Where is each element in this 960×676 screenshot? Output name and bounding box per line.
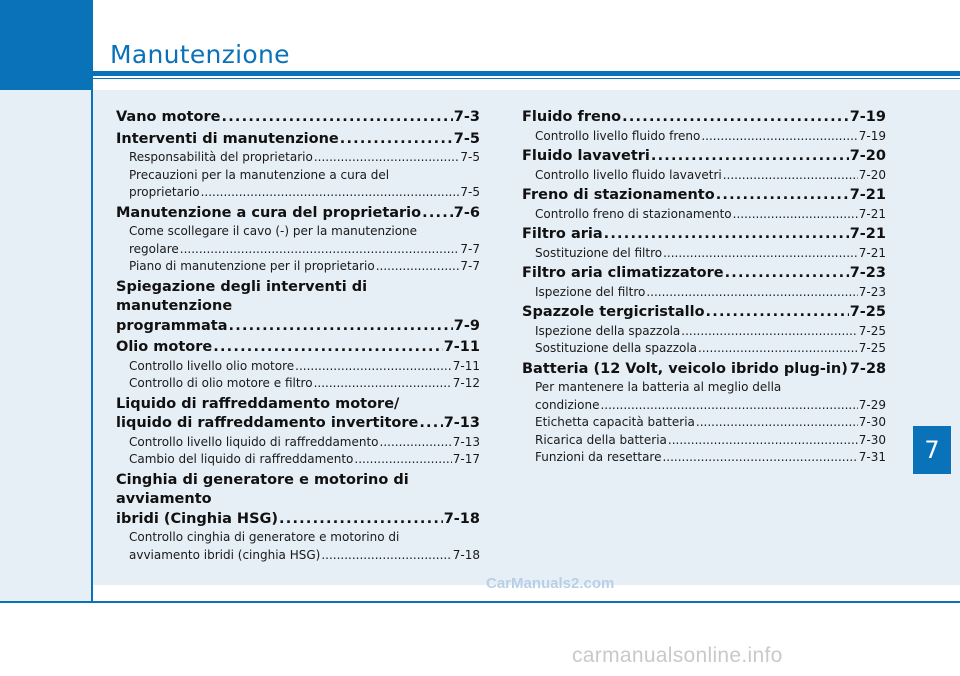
toc-subsection-entry[interactable] [116,529,480,564]
toc-entry-line [522,303,886,323]
dot-leader [222,108,453,128]
toc-page-number: 7-13 [452,434,480,449]
toc-entry-first-line: Spiegazione degli interventi di manutenzione [116,278,368,314]
toc-entry-label: condizione [535,397,600,412]
toc-section-entry[interactable] [522,147,886,167]
toc-entry-line [116,547,480,565]
toc-page-number: 7-23 [858,284,886,299]
toc-entry-first-line: Per mantenere la batteria al meglio della [535,380,782,394]
dot-leader [213,338,442,358]
toc-entry-line [522,397,886,415]
toc-entry-label: Ricarica della batteria [535,432,667,447]
toc-page-number: 7-29 [858,397,886,412]
toc-page-number: 7-9 [453,317,480,334]
page-title: Manutenzione [110,40,290,69]
toc-entry-label: Filtro aria [522,226,603,242]
toc-subsection-entry[interactable] [116,149,480,167]
toc-entry-label: Manutenzione a cura del proprietario [116,204,422,221]
toc-entry-label: Piano di manutenzione per il proprietario [129,259,375,273]
toc-subsection-entry[interactable] [522,245,886,263]
dot-leader [725,264,849,284]
toc-page-number: 7-25 [858,323,886,338]
dot-leader [681,323,858,341]
toc-entry-line [116,241,480,259]
toc-subsection-entry[interactable] [116,434,480,452]
toc-entry-label: Funzioni da resettare [535,450,662,464]
toc-page-number: 7-5 [460,150,480,164]
toc-entry-label: Vano motore [116,109,221,125]
toc-entry-label: Controllo freno di stazionamento [535,206,732,221]
toc-entry-line [116,358,480,376]
toc-section-entry[interactable] [116,278,480,337]
dot-leader [651,147,849,167]
toc-entry-first-line: Controllo cinghia di generatore e motorino di [129,530,400,544]
dot-leader [698,340,858,358]
dot-leader [706,303,849,323]
toc-entry-label: Batteria (12 Volt, veicolo ibrido plug-in) [522,360,848,377]
dot-leader [600,397,857,415]
toc-entry-first-line: Cinghia di generatore e motorino di avviamento [116,471,409,507]
toc-entry-label: Interventi di manutenzione [116,130,339,147]
toc-entry-label: Olio motore [116,339,213,355]
dot-leader [201,184,460,202]
dot-leader [668,432,858,450]
left-margin-panel [0,90,92,602]
toc-page-number: 7-31 [858,450,886,464]
toc-page-number: 7-30 [858,432,886,447]
toc-subsection-entry[interactable] [116,358,480,376]
toc-entry-line [522,147,886,167]
toc-page-number: 7-30 [858,415,886,429]
toc-section-entry[interactable] [522,108,886,128]
toc-page-number: 7-5 [460,185,480,199]
toc-entry-line [522,225,886,245]
toc-entry-line [522,167,886,185]
dot-leader [723,167,858,185]
dot-leader [229,317,453,337]
toc-entry-first-line: Come scollegare il cavo (-) per la manutenzione [129,224,418,238]
toc-entry-label: liquido di raffreddamento invertitore [116,415,419,431]
toc-subsection-entry[interactable] [116,167,480,202]
title-underline-thin [93,78,960,79]
toc-entry-line [522,206,886,224]
toc-entry-label: Sostituzione della spazzola [535,341,698,355]
toc-subsection-entry[interactable] [116,258,480,276]
toc-entry-line [116,338,480,358]
dot-leader [662,449,857,467]
dot-leader [340,130,453,150]
toc-subsection-entry[interactable] [116,451,480,469]
toc-page-number: 7-19 [849,109,886,125]
dot-leader [354,451,451,469]
toc-subsection-entry[interactable] [522,340,886,358]
toc-section-entry[interactable] [522,186,886,206]
dot-leader [295,358,452,376]
toc-entry-label: Controllo livello olio motore [129,358,295,373]
vertical-rule [91,0,93,603]
toc-page-number: 7-20 [849,148,886,164]
toc-page-number: 7-3 [453,109,480,125]
toc-subsection-entry[interactable] [522,167,886,185]
toc-entry-line [116,204,480,224]
toc-entry-line [116,510,480,530]
toc-entry-label: Fluido lavavetri [522,148,650,164]
toc-page-number: 7-28 [849,360,887,377]
toc-section-entry[interactable] [116,338,480,358]
toc-entry-line [522,264,886,284]
toc-subsection-entry[interactable] [116,375,480,393]
toc-section-entry[interactable] [522,303,886,323]
toc-entry-line [522,449,886,467]
toc-page-number: 7-21 [858,206,886,221]
toc-entry-line [116,434,480,452]
toc-page-number: 7-13 [443,415,480,431]
toc-entry-line [116,258,480,276]
toc-page-number: 7-21 [849,226,886,242]
toc-section-entry[interactable] [116,130,480,150]
dot-leader [622,108,849,128]
toc-entry-label: Sostituzione del filtro [535,245,663,260]
toc-page-number: 7-7 [460,259,480,273]
toc-subsection-entry[interactable] [522,449,886,467]
dot-leader [321,547,451,565]
toc-page-number: 7-25 [858,341,886,355]
dot-leader [696,414,858,432]
toc-subsection-entry[interactable] [522,206,886,224]
toc-page-number: 7-19 [858,128,886,143]
toc-subsection-entry[interactable] [522,323,886,341]
toc-entry-line [116,414,480,434]
toc-subsection-entry[interactable] [522,432,886,450]
toc-subsection-entry[interactable] [522,284,886,302]
toc-page-number: 7-18 [452,547,480,562]
toc-page-number: 7-17 [452,452,480,466]
footer-logo: carmanualsonline.info [572,644,783,667]
toc-entry-label: Spazzole tergicristallo [522,304,705,320]
toc-entry-label: Controllo livello fluido freno [535,128,701,143]
toc-entry-first-line: Liquido di raffreddamento motore/ [116,395,400,412]
toc-entry-line [522,284,886,302]
dot-leader [663,245,858,263]
toc-entry-label: Ispezione della spazzola [535,323,681,338]
toc-page-number: 7-20 [858,167,886,182]
dot-leader [733,206,858,224]
bottom-rule [93,601,960,603]
toc-page-number: 7-11 [452,358,480,373]
toc-entry-label: programmata [116,317,228,334]
toc-entry-label: Etichetta capacità batteria [535,415,695,429]
toc-page-number: 7-5 [453,130,480,147]
toc-subsection-entry[interactable] [522,379,886,414]
toc-entry-line [522,323,886,341]
toc-entry-label: Freno di stazionamento [522,187,715,203]
bottom-rule-left [0,601,92,603]
toc-entry-label: Controllo livello fluido lavavetri [535,167,722,182]
toc-page-number: 7-12 [452,376,480,390]
toc-subsection-entry[interactable] [522,414,886,432]
dot-leader [380,434,452,452]
chapter-tab[interactable]: 7 [913,426,951,474]
toc-entry-line [522,108,886,128]
toc-section-entry[interactable] [116,204,480,224]
title-underline [93,71,960,76]
toc-page-number: 7-23 [849,265,886,281]
toc-entry-line [522,432,886,450]
toc-entry-line [522,128,886,146]
dot-leader [419,414,442,434]
toc-section-entry[interactable] [116,471,480,530]
dot-leader [701,128,857,146]
toc-entry-label: Fluido freno [522,109,622,125]
dot-leader [604,225,849,245]
toc-entry-label: regolare [129,241,179,256]
toc-page-number: 7-11 [443,339,480,355]
watermark-text: CarManuals2.com [486,575,615,592]
toc-entry-line [116,184,480,202]
dot-leader [314,375,452,393]
toc-entry-label: ibridi (Cinghia HSG) [116,510,279,527]
toc-section-entry[interactable] [522,264,886,284]
toc-entry-line [522,245,886,263]
toc-subsection-entry[interactable] [116,223,480,258]
toc-entry-line [116,317,480,337]
toc-left-column [116,108,480,564]
toc-entry-label: Filtro aria climatizzatore [522,265,724,281]
toc-entry-label: proprietario [129,185,200,199]
dot-leader [180,241,460,259]
toc-entry-label: Responsabilità del proprietario [129,150,313,164]
toc-entry-line [116,108,480,128]
toc-page-number: 7-6 [453,204,480,221]
toc-entry-label: Ispezione del filtro [535,284,646,299]
toc-entry-label: Controllo di olio motore e filtro [129,376,313,390]
toc-subsection-entry[interactable] [522,128,886,146]
toc-entry-line [522,360,886,380]
dot-leader [279,510,443,530]
toc-entry-first-line: Precauzioni per la manutenzione a cura del [129,167,390,182]
toc-entry-label: Cambio del liquido di raffreddamento [129,452,354,466]
toc-entry-line [116,130,480,150]
toc-page-number: 7-18 [443,510,480,527]
toc-entry-line [116,375,480,393]
toc-page-number: 7-25 [849,304,886,320]
dot-leader [314,149,460,167]
dot-leader [376,258,460,276]
toc-section-entry[interactable] [522,225,886,245]
toc-right-column [522,108,886,467]
toc-entry-line [522,340,886,358]
dot-leader [422,204,453,224]
toc-entry-line [522,414,886,432]
chapter-color-block [0,0,92,90]
toc-entry-line [116,149,480,167]
toc-page-number: 7-21 [849,187,886,203]
dot-leader [646,284,857,302]
toc-section-entry[interactable] [522,360,886,380]
toc-entry-label: Controllo livello liquido di raffreddamento [129,434,379,449]
toc-entry-line [522,186,886,206]
toc-section-entry[interactable] [116,395,480,434]
dot-leader [716,186,849,206]
toc-entry-line [116,451,480,469]
toc-page-number: 7-21 [858,245,886,260]
toc-page-number: 7-7 [460,241,480,256]
toc-section-entry[interactable] [116,108,480,128]
toc-entry-label: avviamento ibridi (cinghia HSG) [129,547,321,562]
